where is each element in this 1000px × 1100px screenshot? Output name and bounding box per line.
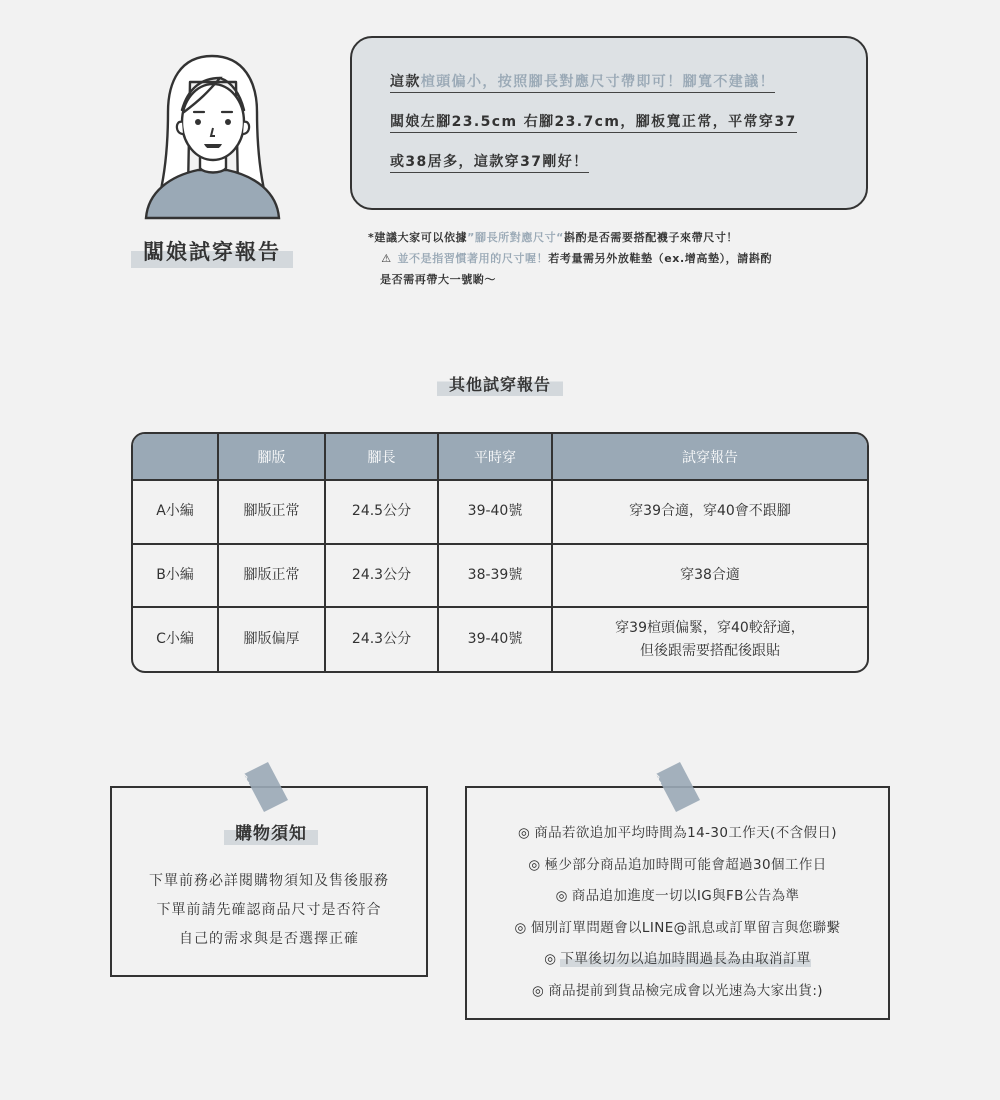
table-cell-report: 穿38合適: [552, 544, 867, 608]
list-item: ◎ 商品若欲追加平均時間為14-30工作天(不含假日): [518, 825, 837, 841]
bullet-circle-icon: ◎: [532, 982, 545, 999]
bullet-circle-icon: ◎: [555, 888, 568, 905]
table-cell-report: 穿39合適，穿40會不跟腳: [552, 480, 867, 544]
bullet-circle-icon: ◎: [514, 919, 527, 936]
table-cell-name: A小編: [133, 480, 218, 544]
bullet-circle-icon: ◎: [518, 825, 531, 841]
table-header: 試穿報告: [552, 434, 867, 480]
table-cell-usual: 39-40號: [438, 480, 552, 544]
restock-notice-list: [467, 818, 888, 1008]
size-advice-notes: [368, 227, 868, 290]
table-cell-report: 穿39楦頭偏緊，穿40較舒適， 但後跟需要搭配後跟貼: [552, 607, 867, 671]
table-header: 平時穿: [438, 434, 552, 480]
owner-avatar-illustration: [140, 52, 285, 220]
note-line-3: 是否需再帶大一號喲～: [380, 273, 496, 286]
table-row: [133, 544, 867, 608]
purchase-notice-card: [110, 786, 428, 977]
table-row: [133, 607, 867, 671]
list-item: ◎ 下單後切勿以追加時間過長為由取消訂單: [544, 951, 811, 968]
speech-line-1-highlight: 楦頭偏小，按照腳長對應尺寸帶即可！腳寬不建議！: [421, 74, 775, 93]
other-reports-title: 其他試穿報告: [437, 370, 563, 396]
speech-line-2: 闆娘左腳23.5cm 右腳23.7cm，腳板寬正常，平常穿37: [390, 114, 866, 154]
restock-notice-card: [465, 786, 890, 1020]
table-cell-length: 24.3公分: [325, 544, 438, 608]
table-header: 腳版: [218, 434, 325, 480]
tape-decoration-icon: [654, 760, 702, 814]
speech-line-3: 或38居多，這款穿37剛好！: [390, 154, 866, 194]
owner-speech-bubble: [350, 36, 868, 210]
warning-icon: ⚠: [381, 252, 392, 265]
list-item: ◎ 商品追加進度一切以IG與FB公告為準: [555, 888, 800, 905]
table-cell-foot: 腳版正常: [218, 544, 325, 608]
fitting-report-table: [131, 432, 869, 673]
purchase-line: 自己的需求與是否選擇正確: [179, 931, 359, 947]
table-cell-foot: 腳版偏厚: [218, 607, 325, 671]
list-item: ◎ 商品提前到貨品檢完成會以光速為大家出貨:): [532, 982, 823, 999]
table-cell-name: C小編: [133, 607, 218, 671]
purchase-line: 下單前請先確認商品尺寸是否符合: [156, 902, 382, 918]
owner-report-title: 闆娘試穿報告: [131, 234, 293, 268]
purchase-line: 下單前務必詳閱購物須知及售後服務: [149, 873, 389, 889]
table-cell-length: 24.5公分: [325, 480, 438, 544]
note-line-2: ⚠ 並不是指習慣著用的尺寸喔！若考量需另外放鞋墊（ex.增高墊），請斟酌: [368, 248, 868, 269]
list-item: ◎ 個別訂單問題會以LINE@訊息或訂單留言與您聯繫: [514, 919, 841, 936]
table-header: 腳長: [325, 434, 438, 480]
speech-line-1-prefix: 這款: [390, 74, 421, 93]
speech-line-1: [390, 74, 866, 114]
note-line-1: *建議大家可以依據”腳長所對應尺寸“斟酌是否需要搭配襪子來帶尺寸！: [368, 231, 739, 244]
purchase-notice-body: [112, 867, 426, 954]
tape-decoration-icon: [242, 760, 290, 814]
purchase-notice-title: 購物須知: [224, 818, 318, 845]
table-row: [133, 480, 867, 544]
bullet-circle-icon: ◎: [544, 951, 557, 968]
table-cell-usual: 38-39號: [438, 544, 552, 608]
table-header-row: [133, 434, 867, 480]
bullet-circle-icon: ◎: [528, 856, 541, 873]
table-cell-foot: 腳版正常: [218, 480, 325, 544]
table-header: [133, 434, 218, 480]
table-cell-length: 24.3公分: [325, 607, 438, 671]
table-cell-usual: 39-40號: [438, 607, 552, 671]
list-item: ◎ 極少部分商品追加時間可能會超過30個工作日: [528, 856, 827, 873]
table-cell-name: B小編: [133, 544, 218, 608]
